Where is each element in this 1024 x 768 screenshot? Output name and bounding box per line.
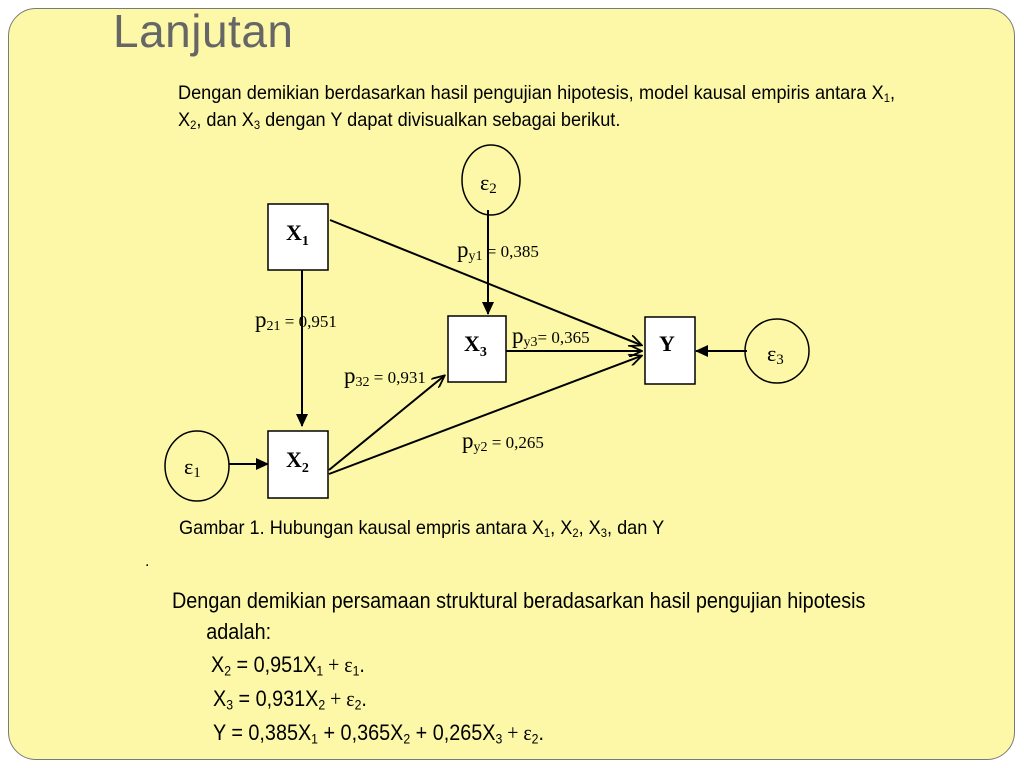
node-y-label: Y	[659, 331, 675, 356]
node-x3-label: $X_3$	[464, 331, 487, 360]
path-label-py1: py1 = 0,385	[457, 237, 539, 264]
error-e3-label: ε3	[767, 341, 784, 368]
equation-x3: $X_3 = 0,931X_2 + \varepsilon_2$.	[213, 686, 367, 713]
equations-lead-text: Dengan demikian persamaan struktural beradasarkan hasil pengujian hipotesis adalah:	[172, 588, 866, 644]
path-label-p21: p21 = 0,951	[255, 307, 337, 334]
node-x2-label: $X_2$	[286, 447, 309, 476]
node-x1-label: $X_1$	[286, 220, 309, 249]
path-label-p32: p32 = 0,931	[344, 363, 426, 390]
error-e3-circle	[745, 319, 809, 383]
equation-y: $Y = 0,385X_1 + 0,365X_2 + 0,265X_3 + \varepsilon_2$.	[213, 720, 545, 747]
error-e2-label: ε2	[480, 170, 497, 197]
error-e1-label: ε1	[184, 454, 201, 481]
figure-caption: Gambar 1. Hubungan kausal empris antara $X_1$, $X_2$, $X_3$, dan Y	[179, 517, 665, 541]
intro-paragraph: Dengan demikian berdasarkan hasil pengujian hipotesis, model kausal empiris antara $X_1$, $X_2$, dan $X_3$ dengan Y dapat divisualkan sebagai berikut.	[178, 82, 896, 133]
error-e2-circle	[462, 145, 520, 215]
slide-title: Lanjutan	[113, 5, 294, 57]
stray-dot: .	[145, 553, 150, 570]
arrow-x2-x3	[329, 376, 444, 470]
path-label-py2: py2 = 0,265	[462, 428, 544, 455]
equation-x2: $X_2 = 0,951X_1 + \varepsilon_1$.	[211, 652, 365, 679]
path-label-py3: py3= 0,365	[512, 323, 590, 350]
